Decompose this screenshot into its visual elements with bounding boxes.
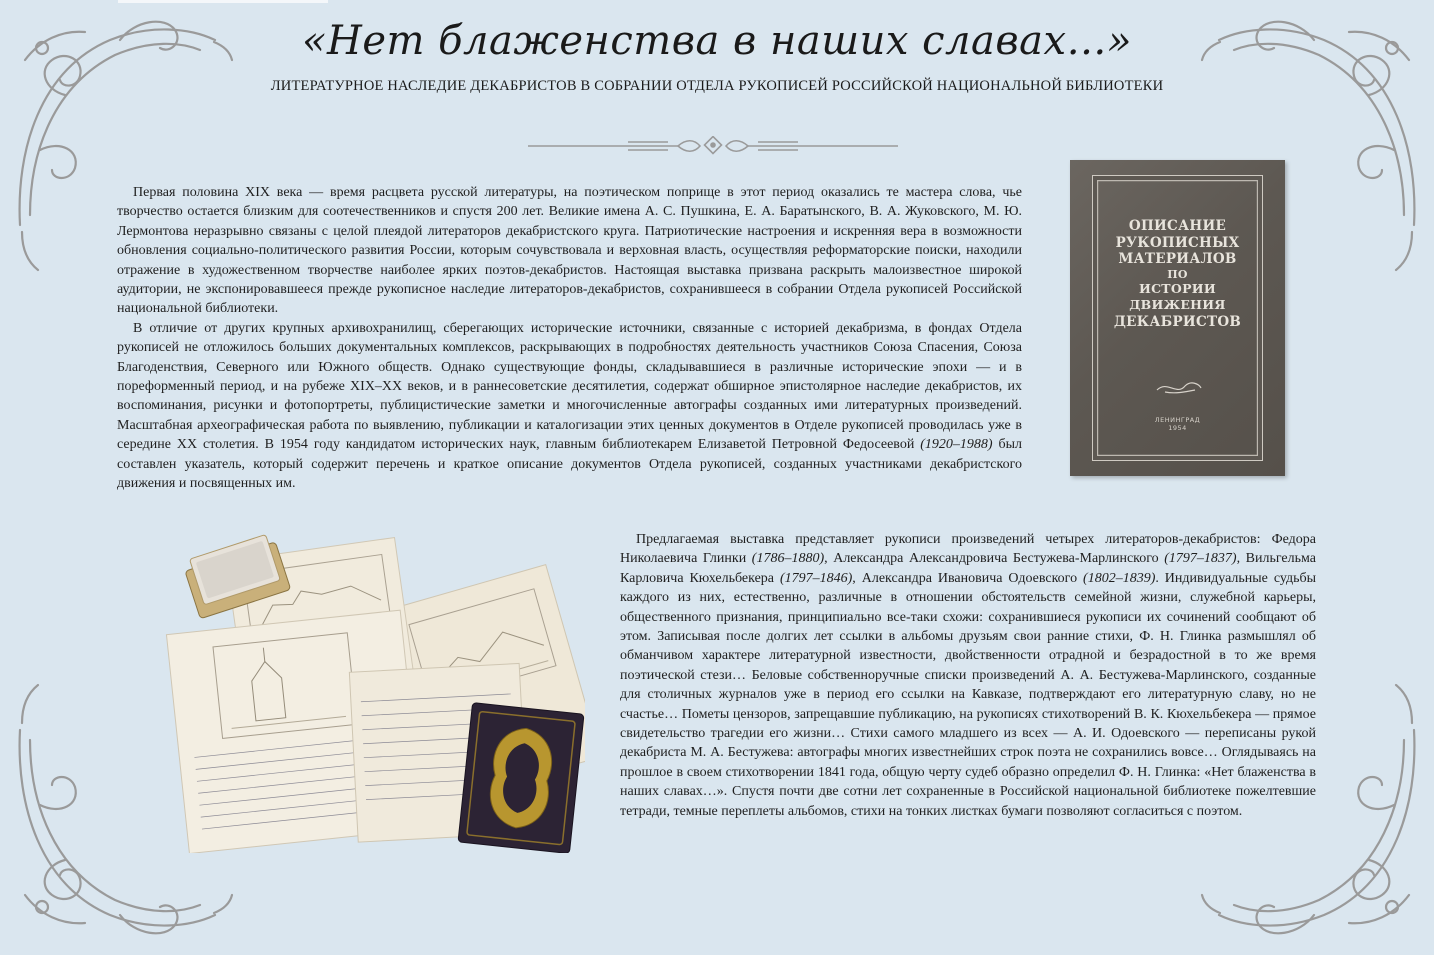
book-cover-flourish [1155,378,1203,398]
glinka-dates: (1786–1880) [751,551,825,567]
exhibition-text-part: . Индивидуальные судьбы каждого из них, естественно, различные в отношении обстоятельств семейной жизни, служебной карьеры, общественного признания, принципиально все-таки схожи: сохранившиеся рукописи их сочинений сообщают об этом. Записывая после долгих лет ссылки в альбомы друзьям свои ранние стихи, Ф. Н. Глинка размышлял об обманчивом характере литературной известности, двойственности отрадной и безрадостной в то же время поэтической стези… Беловые собственноручные списки произведений А. А. Бестужева-Марлинского, созданные для столичных журналов уже в период его ссылки на Кавказе, подтверждают его литературную славу, но не счастье… Пометы цензоров, запрещавшие публикацию, на рукописях стихотворений В. К. Кюхельбекера — прямое свидетельство трагедии его жизни… Стихи самого младшего из всех — А. И. Одоевского — переписаны рукой декабриста М. А. Бестужева: автографы многих известнейших строк поэта не сохранились вовсе… Оглядываясь на прошлое в своем стихотворении 1841 года, общую черту судеб образно определил Ф. Н. Глинка: «Нет блаженства в наших славах…». Спустя почти две сотни лет сохраненные в Российской национальной библиотеке пожелтевшие тетради, темные переплеты альбомов, стихи на тонких листках бумаги позволяют согласиться с поэтом. [620,570,1317,819]
intro-paragraph-2-text-start: В отличие от других крупных архивохранилищ, сберегающих исторические источники, связанные с историей декабризма, в фондах Отдела рукописей не отложилось больших документальных комплексов, раскрывающих в подробностях деятельность участников Союза Спасения, Союза Благоденствия, Северного или Южного обществ. Однако существующие фонды, складывавшиеся в различные исторические эпохи — и в пореформенный период, и на рубеже XIX–XX веков, и в раннесоветские десятилетия, содержат обширное эпистолярное наследие декабристов, их воспоминания, рисунки и фотопортреты, публицистические заметки и многочисленные автографы созданных ими литературных произведений. Масштабная археографическая работа по выявлению, публикации и каталогизации этих ценных документов в Отделе рукописей проводилась уже в середине XX столетия. В 1954 году кандидатом исторических наук, главным библиотекарем Елизаветой Петровной Федосеевой [117,320,1022,453]
book-title-line: ДЕКАБРИСТОВ [1113,313,1242,330]
book-title-line: РУКОПИСНЫХ [1115,234,1240,251]
manuscripts-photo [165,528,585,853]
exhibition-text [620,530,1316,821]
book-title-line: ОПИСАНИЕ [1128,218,1227,234]
exhibition-text-part: , Вильгельма Карловича Кюхельбекера [620,551,1316,586]
book-cover-year: 1954 [1168,424,1187,432]
intro-paragraph-1: Первая половина XIX века — время расцвета русской литературы, на поэтическом поприще в этот период оказались те мастера слова, чье творчество остается близким для соотечественников и спустя 200 лет. Великие имена А. С. Пушкина, Е. А. Баратынского, В. А. Жуковского, М. Ю. Лермонтова неразрывно связаны с целой плеядой литераторов декабристского круга. Патриотические настроения и искренняя вера в возможности обновления социально-политического развития России, которым сочувствовала и верховная власть, осуществляя реформаторские поиски, находили отражение в художественном творчестве наиболее ярких поэтов-декабристов. Настоящая выставка призвана раскрыть малоизвестное широкой аудитории, не экспонировавшееся прежде рукописное наследие литераторов-декабристов, сохранившееся в собрании Отдела рукописей Российской национальной библиотеки. [117,185,1022,317]
intro-text [117,183,1022,494]
exhibition-text-part: Предлагаемая выставка представляет рукописи произведений четырех литераторов-декабристов: Федора Николаевича Глинки [620,532,1316,567]
exhibition-text-part: , Александра Ивановича Одоевского [852,570,1084,586]
book-cover-city: ЛЕНИНГРАД [1154,416,1201,424]
book-cover-imprint [1070,416,1285,432]
dark-album [458,703,584,853]
book-title-line: ПО [1167,267,1188,281]
fedoseeva-dates: (1920–1988) [920,437,993,453]
book-cover-image [1070,160,1285,476]
odoevsky-dates: (1802–1839) [1083,570,1156,586]
intro-paragraph-2 [117,319,1022,494]
book-title-line: МАТЕРИАЛОВ [1118,251,1237,267]
book-cover-title [1098,218,1257,330]
intro-paragraph-2-text-end: был составлен указатель, который содержит перечень и краткое описание документов Отдела рукописей, созданных участниками декабристского движения и посвященных им. [117,437,1023,492]
exhibition-paragraph [620,530,1316,821]
kuchelbecker-dates: (1797–1846) [779,570,853,586]
bestuzhev-dates: (1797–1837) [1164,551,1237,567]
page-subtitle: ЛИТЕРАТУРНОЕ НАСЛЕДИЕ ДЕКАБРИСТОВ В СОБРАНИИ ОТДЕЛА РУКОПИСЕЙ РОССИЙСКОЙ НАЦИОНАЛЬНОЙ БИБЛИОТЕКИ [270,78,1164,94]
exhibition-text-part: , Александра Александровича Бестужева-Марлинского [824,551,1165,567]
page-title: «Нет блаженства в наших славах…» [301,18,1133,64]
book-title-line: ИСТОРИИ ДВИЖЕНИЯ [1129,280,1226,312]
ornamental-divider [528,136,898,156]
